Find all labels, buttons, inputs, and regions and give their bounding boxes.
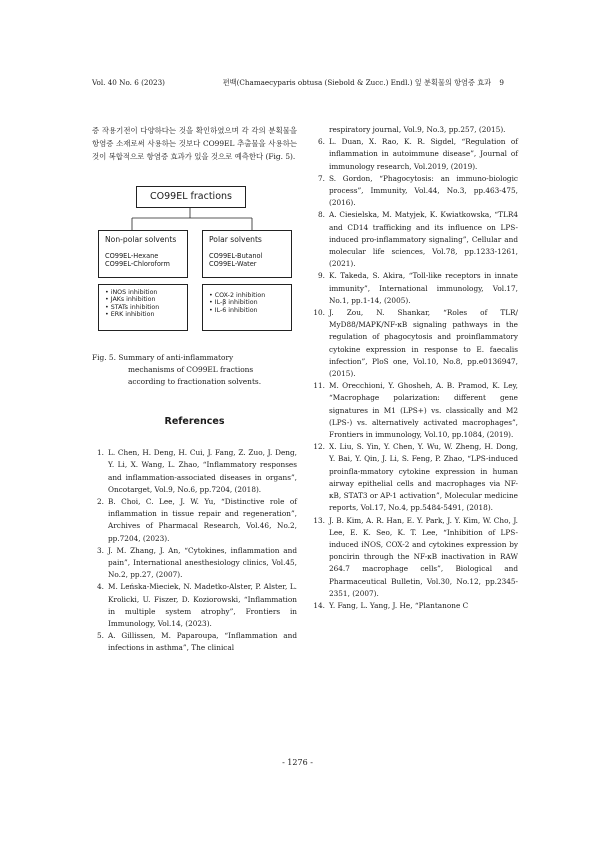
caption-line: mechanisms of CO99EL fractions	[128, 364, 254, 374]
reference-text: S. Gordon, “Phagocytosis: an immuno-biologic process”, Immunity, Vol.44, No.3, pp.463-475, (2016).	[329, 173, 518, 208]
caption-line: Fig. 5. Summary of anti-inflammatory	[92, 352, 234, 362]
reference-text: K. Takeda, S. Akira, “Toll-like receptors in innate immunity”, International immunology, Vol.17, No.1, pp.1-14, (2005).	[329, 271, 518, 305]
reference-item	[313, 124, 518, 136]
reference-text: J. B. Kim, A. R. Han, E. Y. Park, J. Y. Kim, W. Cho, J. Lee, E. K. Seo, K. T. Lee, “Inhibition of LPS-induced iNOS, COX-2 and cytokines expression by poncirin through the NF-κB inactivation in RAW 264.7 macrophage cells”, Biological and Pharmaceutical Bulletin, Vol.30, No.12, pp.2345-2351, (2007).	[329, 515, 518, 598]
reference-text: L. Chen, H. Deng, H. Cui, J. Fang, Z. Zuo, J. Deng, Y. Li, X. Wang, L. Zhao, “Inflammatory responses and inflammation-associated diseases in organs”, Oncotarget, Vol.9, No.6, pp.7204, (2018).	[108, 448, 297, 494]
polar-heading: Polar solvents	[209, 234, 262, 244]
reference-number: 9.	[318, 271, 325, 281]
effect-item: • JAKs inhibition	[105, 296, 187, 304]
references-list-left	[92, 447, 297, 654]
reference-text: A. Gillissen, M. Paparoupa, “Inflammation and infections in asthma”, The clinical	[108, 631, 297, 653]
reference-item	[92, 630, 297, 654]
reference-number: 5.	[97, 631, 104, 641]
right-column	[313, 124, 518, 612]
nonpolar-item: CO99EL-Hexane	[105, 251, 159, 260]
fraction-diagram	[92, 186, 297, 326]
polar-item: CO99EL-Water	[209, 259, 257, 268]
page-number: 9	[499, 78, 504, 87]
reference-text: X. Liu, S. Yin, Y. Chen, Y. Wu, W. Zheng, H. Dong, Y. Bai, Y. Qin, J. Li, S. Feng, P. Zhao, “LPS-induced proinfla-mmatory cytokine expression in human airway epithelial cells and macrophages via NF-κB, STAT3 or AP-1 activation”, Molecular medicine reports, Vol.17, No.4, pp.5484-5491, (2018).	[329, 442, 518, 513]
effect-item: • IL-β inhibition	[209, 299, 291, 307]
page-footer: - 1276 -	[282, 758, 313, 767]
left-column	[92, 124, 297, 655]
effect-item: • ERK inhibition	[105, 311, 187, 319]
nonpolar-heading: Non-polar solvents	[105, 234, 177, 244]
reference-item	[313, 136, 518, 173]
nonpolar-effects-box	[98, 284, 188, 331]
reference-number: 2.	[97, 497, 104, 507]
running-title: 편백(Chamaecyparis obtusa (Siebold & Zucc.) Endl.) 잎 분획물의 항염증 효과	[222, 78, 492, 87]
intro-paragraph: 증 작용기전이 다양하다는 것을 확인하였으며 각 각의 분획물을 항염증 소재로써 사용하는 것보다 CO99EL 추출물을 사용하는 것이 복합적으로 항염증 효과가 있을 것으로 예측한다 (Fig. 5).	[92, 126, 297, 162]
reference-item	[313, 270, 518, 307]
reference-text: M. Leńska-Mieciek, N. Madetko-Alster, P. Alster, L. Krolicki, U. Fiszer, D. Koziorowski, “Inflammation in multiple system atrophy”, Frontiers in Immunology, Vol.14, (2023).	[108, 582, 297, 629]
reference-item	[313, 515, 518, 600]
nonpolar-box	[98, 230, 188, 278]
polar-effects-box	[202, 284, 292, 331]
reference-item	[92, 545, 297, 582]
figure-caption	[92, 352, 297, 389]
reference-text: J. Zou, N. Shankar, “Roles of TLR/ MyD88/MAPK/NF-κB signaling pathways in the regulation of phagocytosis and proinflammatory cytokine expression in response to E. faecalis infection”, PloS one, Vol.10, No.8, pp.e0136947, (2015).	[329, 308, 518, 379]
reference-number: 6.	[318, 137, 325, 147]
references-list-right	[313, 124, 518, 612]
reference-item	[313, 441, 518, 514]
reference-text: A. Ciesielska, M. Matyjek, K. Kwiatkowska, “TLR4 and CD14 trafficking and its influence on LPS-induced pro-inflammatory signaling”, Cellular and molecular life sciences, Vol.78, pp.1233-1261, (2021).	[329, 210, 518, 269]
running-title-group	[217, 78, 504, 88]
reference-number: 12.	[313, 442, 325, 452]
reference-number: 10.	[313, 308, 325, 318]
reference-number: 1.	[97, 448, 104, 458]
reference-number: 11.	[313, 381, 325, 391]
effect-item: • IL-6 inhibition	[209, 307, 291, 315]
reference-text: B. Choi, C. Lee, J. W. Yu, “Distinctive role of inflammation in tissue repair and regeneration”, Archives of Pharmacal Research, Vol.46, No.2, pp.7204, (2023).	[108, 497, 297, 543]
reference-item	[313, 380, 518, 441]
reference-item	[92, 581, 297, 630]
reference-text: J. M. Zhang, J. An, “Cytokines, inflammation and pain”, International anesthesiology clinics, Vol.45, No.2, pp.27, (2007).	[108, 545, 297, 580]
reference-number: 3.	[97, 545, 104, 555]
polar-box	[202, 230, 292, 278]
effect-item: • iNOS inhibition	[105, 289, 187, 297]
diagram-title-box: CO99EL fractions	[136, 186, 246, 208]
reference-item	[313, 307, 518, 380]
reference-item	[313, 209, 518, 270]
references-heading: References	[164, 416, 225, 428]
effect-item: • COX-2 inhibition	[209, 292, 291, 300]
reference-text: respiratory journal, Vol.9, No.3, pp.257, (2015).	[329, 125, 506, 134]
caption-line: according to fractionation solvents.	[128, 377, 262, 387]
journal-volume: Vol. 40 No. 6 (2023)	[92, 78, 165, 87]
reference-text: L. Duan, X. Rao, K. R. Sigdel, “Regulation of inflammation in autoimmune disease”, Journal of immunology research, Vol.2019, (2019).	[329, 137, 518, 171]
reference-number: 8.	[318, 210, 325, 220]
reference-item	[92, 496, 297, 545]
polar-item: CO99EL-Butanol	[209, 251, 263, 260]
reference-number: 7.	[318, 173, 325, 183]
reference-item	[313, 600, 518, 612]
reference-item	[313, 173, 518, 210]
reference-number	[313, 124, 325, 136]
reference-number: 4.	[97, 582, 104, 592]
nonpolar-item: CO99EL-Chloroform	[105, 259, 170, 268]
effect-item: • STATs inhibition	[105, 304, 187, 312]
reference-item	[92, 447, 297, 496]
reference-number: 13.	[313, 515, 325, 525]
reference-text: M. Orecchioni, Y. Ghosheh, A. B. Pramod, K. Ley, “Macrophage polarization: different gene signatures in M1 (LPS+) vs. classically and M2 (LPS-) vs. alternatively activated macrophages”, Frontiers in immunology, Vol.10, pp.1084, (2019).	[329, 381, 518, 440]
reference-text: Y. Fang, L. Yang, J. He, “Plantanone C	[329, 600, 469, 610]
reference-number: 14.	[313, 600, 325, 610]
running-header	[92, 78, 504, 88]
